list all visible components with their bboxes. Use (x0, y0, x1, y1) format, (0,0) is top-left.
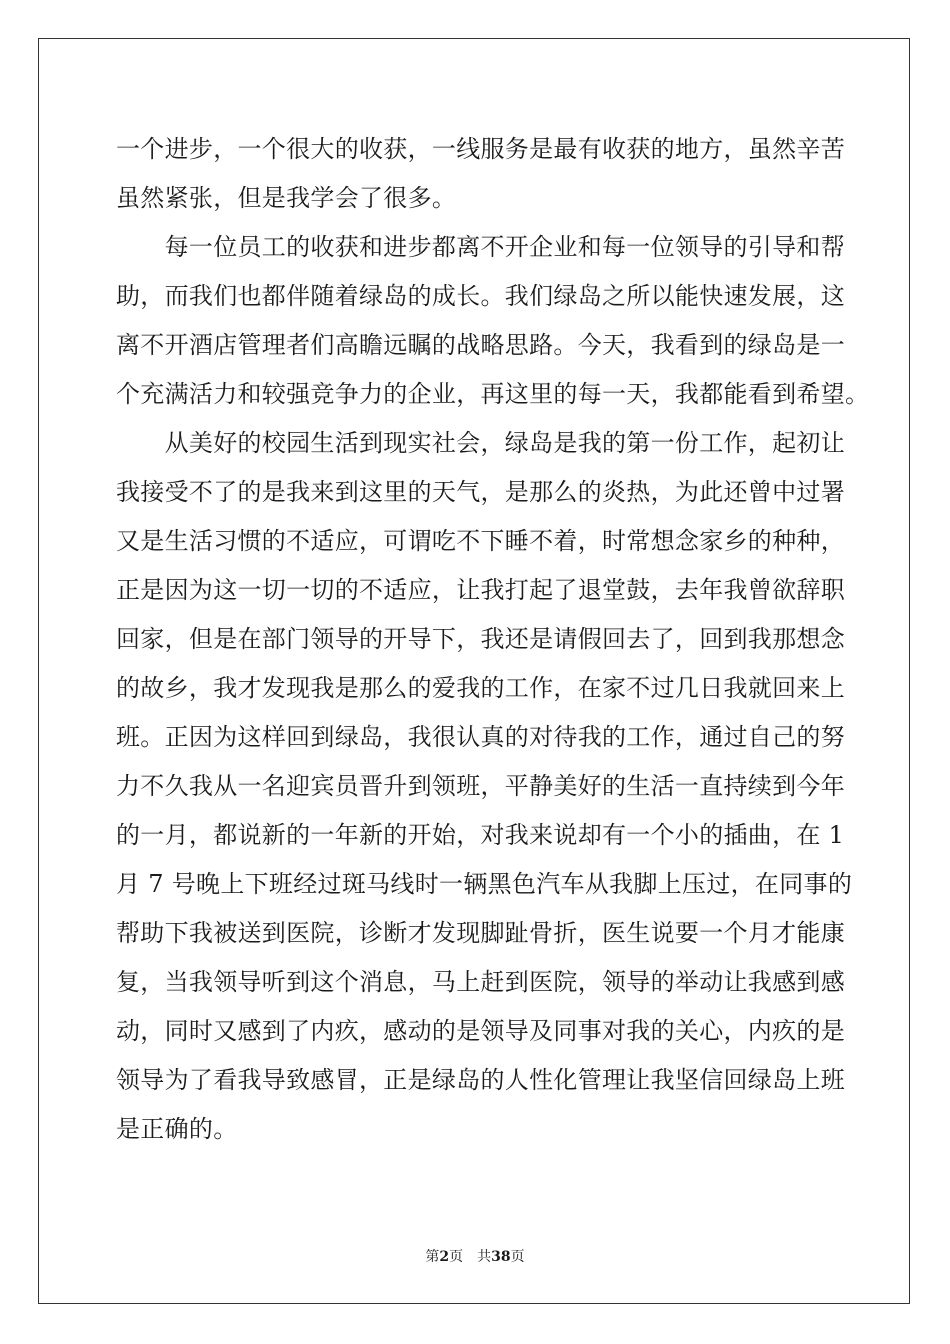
text-line: 动，同时又感到了内疚，感动的是领导及同事对我的关心，内疚的是 (116, 1017, 845, 1045)
text-line: 班。正因为这样回到绿岛，我很认真的对待我的工作，通过自己的努 (116, 723, 845, 751)
text-line: 是正确的。 (116, 1115, 238, 1143)
text-line: 我接受不了的是我来到这里的天气，是那么的炎热，为此还曾中过署 (116, 478, 845, 506)
text-line: 回家，但是在部门领导的开导下，我还是请假回去了，回到我那想念 (116, 625, 845, 653)
text-line: 一个进步，一个很大的收获，一线服务是最有收获的地方，虽然辛苦 (116, 135, 845, 163)
text-line: 又是生活习惯的不适应，可谓吃不下睡不着，时常想念家乡的种种， (116, 527, 845, 555)
text-line: 帮助下我被送到医院，诊断才发现脚趾骨折，医生说要一个月才能康 (116, 919, 845, 947)
text-line: 领导为了看我导致感冒，正是绿岛的人性化管理让我坚信回绿岛上班 (116, 1066, 845, 1094)
page-footer (0, 1246, 950, 1266)
text-line: 个充满活力和较强竞争力的企业，再这里的每一天，我都能看到希望。 (116, 380, 870, 408)
page-label-prefix: 第 (425, 1249, 440, 1265)
text-line: 助，而我们也都伴随着绿岛的成长。我们绿岛之所以能快速发展，这 (116, 282, 845, 310)
text-line: 的故乡，我才发现我是那么的爱我的工作，在家不过几日我就回来上 (116, 674, 845, 702)
text-line: 力不久我从一名迎宾员晋升到领班，平静美好的生活一直持续到今年 (116, 772, 845, 800)
text-line: 复，当我领导听到这个消息，马上赶到医院，领导的举动让我感到感 (116, 968, 845, 996)
text-line: 离不开酒店管理者们高瞻远瞩的战略思路。今天，我看到的绿岛是一 (116, 331, 845, 359)
page-total-number: 38 (491, 1249, 511, 1265)
text-line: 的一月，都说新的一年新的开始，对我来说却有一个小的插曲，在 1 (116, 821, 845, 849)
text-line: 虽然紧张，但是我学会了很多。 (116, 184, 457, 212)
text-line: 月 7 号晚上下班经过斑马线时一辆黑色汽车从我脚上压过，在同事的 (116, 870, 853, 898)
page-current-number: 2 (439, 1249, 450, 1265)
page-label-suffix: 页 (510, 1249, 525, 1265)
text-line: 正是因为这一切一切的不适应，让我打起了退堂鼓，去年我曾欲辞职 (116, 576, 845, 604)
page-label-mid: 页 共 (449, 1249, 492, 1265)
text-line: 每一位员工的收获和进步都离不开企业和每一位领导的引导和帮 (116, 233, 845, 261)
text-line: 从美好的校园生活到现实社会，绿岛是我的第一份工作，起初让 (116, 429, 845, 457)
